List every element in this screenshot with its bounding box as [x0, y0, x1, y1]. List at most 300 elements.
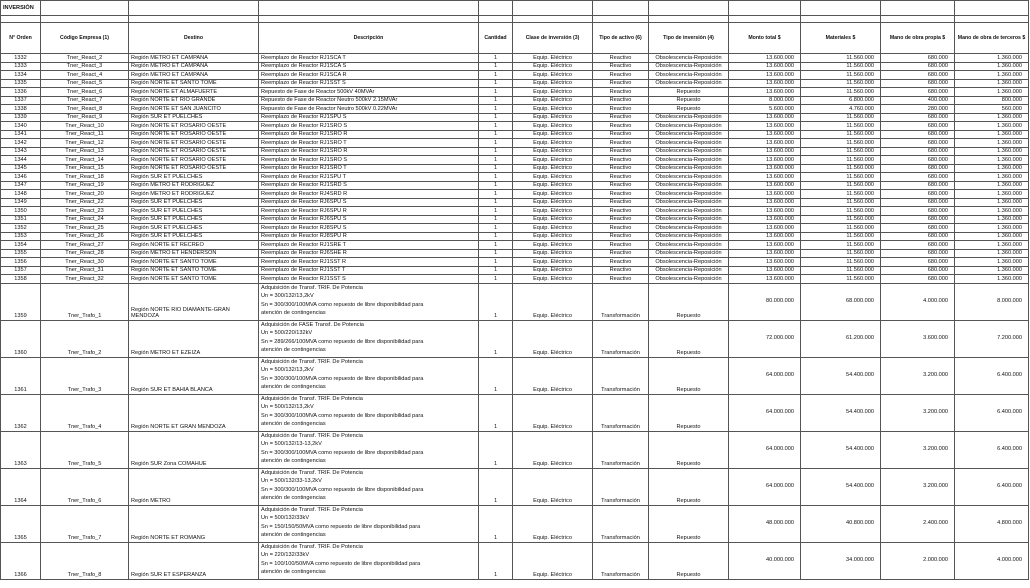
monto-cell: 48.000.000 [729, 505, 801, 542]
mano-propia-cell: 400.000 [881, 96, 955, 105]
spacer-row [1, 16, 1029, 23]
table-row [1, 130, 1029, 139]
materiales-cell: 34.000.000 [801, 542, 881, 579]
materiales-cell: 11.560.000 [801, 130, 881, 139]
cantidad-cell: 1 [479, 207, 513, 216]
codigo-cell: Tner_React_3 [41, 62, 129, 71]
descripcion-line: Adquisición de Transf. TRIF. De Potencia [261, 358, 363, 365]
orden-cell: 1349 [1, 198, 41, 207]
tipo-inversion-cell: Obsolescencia-Reposición [649, 207, 729, 216]
table-row [1, 198, 1029, 207]
descripcion-cell [259, 357, 479, 394]
mano-terceros-cell: 1.360.000 [955, 62, 1029, 71]
tipo-inversion-cell: Obsolescencia-Reposición [649, 275, 729, 284]
tipo-inversion-cell: Obsolescencia-Reposición [649, 122, 729, 131]
descripcion-cell: Reemplazo de Reactor RJ1SCA S [259, 62, 479, 71]
monto-cell: 13.600.000 [729, 207, 801, 216]
clase-cell: Equip. Eléctrico [513, 181, 593, 190]
destino-cell: Región SUR ET PUELCHES [129, 207, 259, 216]
materiales-cell: 61.200.000 [801, 320, 881, 357]
orden-cell: 1362 [1, 394, 41, 431]
mano-propia-cell: 3.200.000 [881, 468, 955, 505]
descripcion-cell [259, 468, 479, 505]
mano-terceros-cell: 1.360.000 [955, 258, 1029, 267]
mano-terceros-cell: 6.400.000 [955, 357, 1029, 394]
tipo-inversion-cell: Obsolescencia-Reposición [649, 190, 729, 199]
materiales-cell: 11.560.000 [801, 113, 881, 122]
cantidad-cell: 1 [479, 181, 513, 190]
tipo-inversion-cell: Obsolescencia-Reposición [649, 164, 729, 173]
mano-propia-cell: 680.000 [881, 147, 955, 156]
cantidad-cell: 1 [479, 357, 513, 394]
table-row [1, 241, 1029, 250]
mano-terceros-cell: 1.360.000 [955, 71, 1029, 80]
tipo-activo-cell: Reactivo [593, 147, 649, 156]
table-row [1, 122, 1029, 131]
mano-propia-cell: 3.200.000 [881, 357, 955, 394]
mano-terceros-cell: 1.360.000 [955, 181, 1029, 190]
destino-cell: Región NORTE ET RIO GRANDE [129, 96, 259, 105]
descripcion-cell [259, 505, 479, 542]
cantidad-cell: 1 [479, 147, 513, 156]
descripcion-line: Un = 500/132/13,2kV [261, 404, 314, 411]
materiales-cell: 11.560.000 [801, 181, 881, 190]
orden-cell: 1347 [1, 181, 41, 190]
mano-terceros-cell: 1.360.000 [955, 173, 1029, 182]
codigo-cell: Tner_React_25 [41, 224, 129, 233]
orden-cell: 1359 [1, 283, 41, 320]
orden-cell: 1360 [1, 320, 41, 357]
table-row [1, 54, 1029, 63]
clase-cell: Equip. Eléctrico [513, 542, 593, 579]
clase-cell: Equip. Eléctrico [513, 54, 593, 63]
table-row [1, 505, 1029, 542]
tipo-activo-cell: Reactivo [593, 224, 649, 233]
mano-propia-cell: 3.200.000 [881, 394, 955, 431]
tipo-activo-cell: Reactivo [593, 96, 649, 105]
header-materiales: Materiales $ [801, 23, 881, 54]
descripcion-line: Sn = 150/150/50MVA como repuesto de libre disponibilidad para [261, 523, 421, 530]
table-row [1, 468, 1029, 505]
clase-cell: Equip. Eléctrico [513, 275, 593, 284]
descripcion-cell: Reemplazo de Reactor RJ1SRE T [259, 241, 479, 250]
destino-cell: Región NORTE ET GRAN MENDOZA [129, 394, 259, 431]
codigo-cell: Tner_React_9 [41, 113, 129, 122]
materiales-cell: 11.560.000 [801, 139, 881, 148]
destino-cell: Región METRO ET CAMPANA [129, 62, 259, 71]
header-descripcion: Descripción [259, 23, 479, 54]
clase-cell: Equip. Eléctrico [513, 156, 593, 165]
table-row [1, 147, 1029, 156]
orden-cell: 1354 [1, 241, 41, 250]
table-row [1, 266, 1029, 275]
clase-cell: Equip. Eléctrico [513, 505, 593, 542]
destino-cell: Región SUR ET PUELCHES [129, 215, 259, 224]
cantidad-cell: 1 [479, 79, 513, 88]
monto-cell: 13.600.000 [729, 79, 801, 88]
cantidad-cell: 1 [479, 164, 513, 173]
header-clase: Clase de inversión (3) [513, 23, 593, 54]
table-row [1, 215, 1029, 224]
table-row [1, 542, 1029, 579]
descripcion-cell [259, 320, 479, 357]
tipo-inversion-cell: Obsolescencia-Reposición [649, 241, 729, 250]
tipo-activo-cell: Transformación [593, 431, 649, 468]
mano-terceros-cell: 1.360.000 [955, 232, 1029, 241]
mano-terceros-cell: 1.360.000 [955, 156, 1029, 165]
table-row [1, 79, 1029, 88]
materiales-cell: 11.560.000 [801, 62, 881, 71]
tipo-inversion-cell: Obsolescencia-Reposición [649, 62, 729, 71]
monto-cell: 13.600.000 [729, 164, 801, 173]
mano-propia-cell: 680.000 [881, 241, 955, 250]
codigo-cell: Tner_React_31 [41, 266, 129, 275]
tipo-activo-cell: Reactivo [593, 54, 649, 63]
descripcion-cell: Repuesto de Fase de Reactor Neutro 500kV 0.22MVAr [259, 105, 479, 114]
cantidad-cell: 1 [479, 505, 513, 542]
mano-terceros-cell: 1.360.000 [955, 113, 1029, 122]
materiales-cell: 11.560.000 [801, 266, 881, 275]
descripcion-line: atención de contingencias [261, 532, 326, 539]
clase-cell: Equip. Eléctrico [513, 96, 593, 105]
monto-cell: 40.000.000 [729, 542, 801, 579]
mano-propia-cell: 680.000 [881, 232, 955, 241]
orden-cell: 1357 [1, 266, 41, 275]
orden-cell: 1335 [1, 79, 41, 88]
tipo-activo-cell: Reactivo [593, 113, 649, 122]
destino-cell: Región NORTE ET SANTO TOME [129, 266, 259, 275]
materiales-cell: 11.560.000 [801, 173, 881, 182]
descripcion-line: Un = 300/132/13,2kV [261, 293, 314, 300]
codigo-cell: Tner_React_12 [41, 139, 129, 148]
descripcion-cell: Reemplazo de Reactor RJ6SHE R [259, 249, 479, 258]
monto-cell: 13.600.000 [729, 249, 801, 258]
descripcion-line: atención de contingencias [261, 495, 326, 502]
tipo-activo-cell: Reactivo [593, 241, 649, 250]
monto-cell: 64.000.000 [729, 431, 801, 468]
clase-cell: Equip. Eléctrico [513, 190, 593, 199]
tipo-inversion-cell: Repuesto [649, 468, 729, 505]
tipo-inversion-cell: Repuesto [649, 505, 729, 542]
tipo-inversion-cell: Obsolescencia-Reposición [649, 156, 729, 165]
tipo-inversion-cell: Obsolescencia-Reposición [649, 181, 729, 190]
monto-cell: 13.600.000 [729, 71, 801, 80]
mano-terceros-cell: 1.360.000 [955, 130, 1029, 139]
mano-terceros-cell: 800.000 [955, 96, 1029, 105]
monto-cell: 13.600.000 [729, 139, 801, 148]
destino-cell: Región METRO ET CAMPANA [129, 54, 259, 63]
clase-cell: Equip. Eléctrico [513, 147, 593, 156]
orden-cell: 1348 [1, 190, 41, 199]
codigo-cell: Tner_Trafo_4 [41, 394, 129, 431]
table-title: INVERSIÓN [1, 1, 41, 16]
clase-cell: Equip. Eléctrico [513, 88, 593, 97]
materiales-cell: 11.560.000 [801, 258, 881, 267]
monto-cell: 13.600.000 [729, 122, 801, 131]
tipo-inversion-cell: Obsolescencia-Reposición [649, 54, 729, 63]
descripcion-cell: Reemplazo de Reactor RJ6SPU R [259, 207, 479, 216]
monto-cell: 13.600.000 [729, 232, 801, 241]
clase-cell: Equip. Eléctrico [513, 164, 593, 173]
tipo-activo-cell: Reactivo [593, 88, 649, 97]
clase-cell: Equip. Eléctrico [513, 258, 593, 267]
tipo-inversion-cell: Repuesto [649, 96, 729, 105]
tipo-inversion-cell: Repuesto [649, 394, 729, 431]
monto-cell: 13.600.000 [729, 275, 801, 284]
monto-cell: 64.000.000 [729, 394, 801, 431]
table-row [1, 431, 1029, 468]
orden-cell: 1338 [1, 105, 41, 114]
clase-cell: Equip. Eléctrico [513, 105, 593, 114]
clase-cell: Equip. Eléctrico [513, 232, 593, 241]
orden-cell: 1333 [1, 62, 41, 71]
mano-propia-cell: 680.000 [881, 71, 955, 80]
mano-terceros-cell: 6.400.000 [955, 431, 1029, 468]
destino-cell: Región SUR ET PUELCHES [129, 113, 259, 122]
tipo-inversion-cell: Obsolescencia-Reposición [649, 147, 729, 156]
materiales-cell: 11.560.000 [801, 232, 881, 241]
codigo-cell: Tner_React_30 [41, 258, 129, 267]
tipo-inversion-cell: Repuesto [649, 283, 729, 320]
header-orden: N° Orden [1, 23, 41, 54]
mano-propia-cell: 3.600.000 [881, 320, 955, 357]
clase-cell: Equip. Eléctrico [513, 207, 593, 216]
mano-terceros-cell: 560.000 [955, 105, 1029, 114]
orden-cell: 1337 [1, 96, 41, 105]
monto-cell: 72.000.000 [729, 320, 801, 357]
destino-cell: Región NORTE ET RECREO [129, 241, 259, 250]
cantidad-cell: 1 [479, 88, 513, 97]
header-monto: Monto total $ [729, 23, 801, 54]
descripcion-cell: Reemplazo de Reactor RJ1SRO S [259, 122, 479, 131]
tipo-activo-cell: Reactivo [593, 207, 649, 216]
codigo-cell: Tner_React_11 [41, 130, 129, 139]
orden-cell: 1350 [1, 207, 41, 216]
materiales-cell: 11.560.000 [801, 190, 881, 199]
mano-propia-cell: 2.000.000 [881, 542, 955, 579]
clase-cell: Equip. Eléctrico [513, 431, 593, 468]
descripcion-cell: Reemplazo de Reactor RJ8SPU R [259, 232, 479, 241]
cantidad-cell: 1 [479, 198, 513, 207]
monto-cell: 13.600.000 [729, 181, 801, 190]
descripcion-cell [259, 542, 479, 579]
descripcion-line: Un = 500/132/13-13,2kV [261, 441, 322, 448]
destino-cell: Región METRO [129, 468, 259, 505]
codigo-cell: Tner_React_26 [41, 232, 129, 241]
destino-cell: Región SUR ET BAHIA BLANCA [129, 357, 259, 394]
materiales-cell: 11.560.000 [801, 71, 881, 80]
descripcion-cell: Reemplazo de Reactor RJ1SPU S [259, 113, 479, 122]
header-codigo: Código Empresa (1) [41, 23, 129, 54]
mano-propia-cell: 680.000 [881, 190, 955, 199]
destino-cell: Región NORTE ET SAN JUANCITO [129, 105, 259, 114]
descripcion-cell: Reemplazo de Reactor RJ1SPU T [259, 173, 479, 182]
table-row [1, 320, 1029, 357]
mano-propia-cell: 680.000 [881, 62, 955, 71]
cantidad-cell: 1 [479, 283, 513, 320]
codigo-cell: Tner_React_2 [41, 54, 129, 63]
monto-cell: 13.600.000 [729, 113, 801, 122]
cantidad-cell: 1 [479, 320, 513, 357]
tipo-activo-cell: Transformación [593, 394, 649, 431]
monto-cell: 5.600.000 [729, 105, 801, 114]
materiales-cell: 4.760.000 [801, 105, 881, 114]
cantidad-cell: 1 [479, 173, 513, 182]
mano-terceros-cell: 1.360.000 [955, 215, 1029, 224]
destino-cell: Región METRO ET EZEIZA [129, 320, 259, 357]
tipo-activo-cell: Reactivo [593, 156, 649, 165]
descripcion-cell: Reemplazo de Reactor RJ1SST R [259, 258, 479, 267]
mano-propia-cell: 680.000 [881, 139, 955, 148]
cantidad-cell: 1 [479, 122, 513, 131]
descripcion-line: atención de contingencias [261, 384, 326, 391]
destino-cell: Región SUR ET ESPERANZA [129, 542, 259, 579]
tipo-activo-cell: Reactivo [593, 164, 649, 173]
destino-cell: Región NORTE ET ROSARIO OESTE [129, 156, 259, 165]
mano-terceros-cell: 1.360.000 [955, 122, 1029, 131]
destino-cell: Región NORTE ET ROSARIO OESTE [129, 147, 259, 156]
descripcion-line: Sn = 300/300/100MVA como repuesto de libre disponibilidad para [261, 375, 424, 382]
clase-cell: Equip. Eléctrico [513, 283, 593, 320]
clase-cell: Equip. Eléctrico [513, 173, 593, 182]
destino-cell: Región NORTE RIO DIAMANTE-GRAN MENDOZA [129, 283, 259, 320]
mano-terceros-cell: 1.360.000 [955, 164, 1029, 173]
materiales-cell: 11.560.000 [801, 122, 881, 131]
header-mano-terceros: Mano de obra de terceros $ [955, 23, 1029, 54]
mano-propia-cell: 680.000 [881, 122, 955, 131]
orden-cell: 1334 [1, 71, 41, 80]
tipo-activo-cell: Reactivo [593, 62, 649, 71]
descripcion-cell: Reemplazo de Reactor RJ6SPU S [259, 198, 479, 207]
tipo-activo-cell: Reactivo [593, 71, 649, 80]
materiales-cell: 6.800.000 [801, 96, 881, 105]
materiales-cell: 11.560.000 [801, 215, 881, 224]
clase-cell: Equip. Eléctrico [513, 79, 593, 88]
orden-cell: 1346 [1, 173, 41, 182]
table-row [1, 224, 1029, 233]
descripcion-cell: Reemplazo de Reactor RJ1SCA R [259, 71, 479, 80]
mano-terceros-cell: 6.400.000 [955, 394, 1029, 431]
materiales-cell: 11.560.000 [801, 207, 881, 216]
clase-cell: Equip. Eléctrico [513, 357, 593, 394]
table-row [1, 139, 1029, 148]
cantidad-cell: 1 [479, 249, 513, 258]
tipo-activo-cell: Reactivo [593, 215, 649, 224]
orden-cell: 1361 [1, 357, 41, 394]
header-cantidad: Cantidad [479, 23, 513, 54]
materiales-cell: 11.560.000 [801, 275, 881, 284]
destino-cell: Región METRO ET HENDERSON [129, 249, 259, 258]
tipo-inversion-cell: Obsolescencia-Reposición [649, 215, 729, 224]
descripcion-line: Adquisición de Transf. TRIF. De Potencia [261, 543, 363, 550]
monto-cell: 13.600.000 [729, 190, 801, 199]
tipo-inversion-cell: Obsolescencia-Reposición [649, 198, 729, 207]
tipo-activo-cell: Transformación [593, 357, 649, 394]
header-tipo-activo: Tipo de activo (6) [593, 23, 649, 54]
header-destino: Destino [129, 23, 259, 54]
cantidad-cell: 1 [479, 394, 513, 431]
materiales-cell: 54.400.000 [801, 357, 881, 394]
destino-cell: Región NORTE ET SANTO TOME [129, 79, 259, 88]
table-row [1, 181, 1029, 190]
cantidad-cell: 1 [479, 542, 513, 579]
clase-cell: Equip. Eléctrico [513, 241, 593, 250]
clase-cell: Equip. Eléctrico [513, 468, 593, 505]
orden-cell: 1342 [1, 139, 41, 148]
monto-cell: 13.600.000 [729, 198, 801, 207]
tipo-activo-cell: Reactivo [593, 79, 649, 88]
monto-cell: 13.600.000 [729, 130, 801, 139]
codigo-cell: Tner_Trafo_7 [41, 505, 129, 542]
mano-propia-cell: 4.000.000 [881, 283, 955, 320]
mano-propia-cell: 680.000 [881, 130, 955, 139]
orden-cell: 1363 [1, 431, 41, 468]
mano-propia-cell: 3.200.000 [881, 431, 955, 468]
orden-cell: 1353 [1, 232, 41, 241]
destino-cell: Región NORTE ET SANTO TOME [129, 258, 259, 267]
mano-propia-cell: 680.000 [881, 181, 955, 190]
orden-cell: 1341 [1, 130, 41, 139]
destino-cell: Región SUR ET PUELCHES [129, 232, 259, 241]
orden-cell: 1365 [1, 505, 41, 542]
clase-cell: Equip. Eléctrico [513, 224, 593, 233]
descripcion-cell: Reemplazo de Reactor RJ8SPU S [259, 224, 479, 233]
tipo-activo-cell: Reactivo [593, 173, 649, 182]
descripcion-line: Sn = 289/266/100MVA como repuesto de libre disponibilidad para [261, 338, 424, 345]
descripcion-line: Adquisición de FASE Transf. De Potencia [261, 321, 364, 328]
table-row [1, 105, 1029, 114]
codigo-cell: Tner_React_4 [41, 71, 129, 80]
tipo-activo-cell: Reactivo [593, 181, 649, 190]
cantidad-cell: 1 [479, 241, 513, 250]
destino-cell: Región SUR ET PUELCHES [129, 224, 259, 233]
tipo-activo-cell: Reactivo [593, 105, 649, 114]
destino-cell: Región NORTE ET ALMAFUERTE [129, 88, 259, 97]
cantidad-cell: 1 [479, 113, 513, 122]
descripcion-line: Un = 500/132/33kV [261, 515, 310, 522]
tipo-activo-cell: Reactivo [593, 232, 649, 241]
clase-cell: Equip. Eléctrico [513, 130, 593, 139]
mano-terceros-cell: 1.360.000 [955, 249, 1029, 258]
tipo-inversion-cell: Repuesto [649, 357, 729, 394]
descripcion-line: atención de contingencias [261, 310, 326, 317]
destino-cell: Región NORTE ET ROSARIO OESTE [129, 139, 259, 148]
orden-cell: 1343 [1, 147, 41, 156]
monto-cell: 13.600.000 [729, 88, 801, 97]
codigo-cell: Tner_React_15 [41, 164, 129, 173]
clase-cell: Equip. Eléctrico [513, 249, 593, 258]
monto-cell: 13.600.000 [729, 241, 801, 250]
materiales-cell: 11.560.000 [801, 241, 881, 250]
tipo-activo-cell: Transformación [593, 468, 649, 505]
table-row [1, 173, 1029, 182]
codigo-cell: Tner_React_6 [41, 88, 129, 97]
mano-propia-cell: 280.000 [881, 105, 955, 114]
cantidad-cell: 1 [479, 266, 513, 275]
codigo-cell: Tner_Trafo_5 [41, 431, 129, 468]
cantidad-cell: 1 [479, 96, 513, 105]
codigo-cell: Tner_React_32 [41, 275, 129, 284]
codigo-cell: Tner_Trafo_2 [41, 320, 129, 357]
mano-terceros-cell: 1.360.000 [955, 207, 1029, 216]
orden-cell: 1340 [1, 122, 41, 131]
header-row [1, 23, 1029, 54]
tipo-activo-cell: Reactivo [593, 258, 649, 267]
tipo-inversion-cell: Repuesto [649, 88, 729, 97]
codigo-cell: Tner_React_18 [41, 173, 129, 182]
materiales-cell: 54.400.000 [801, 468, 881, 505]
descripcion-line: Un = 220/132/33kV [261, 552, 310, 559]
